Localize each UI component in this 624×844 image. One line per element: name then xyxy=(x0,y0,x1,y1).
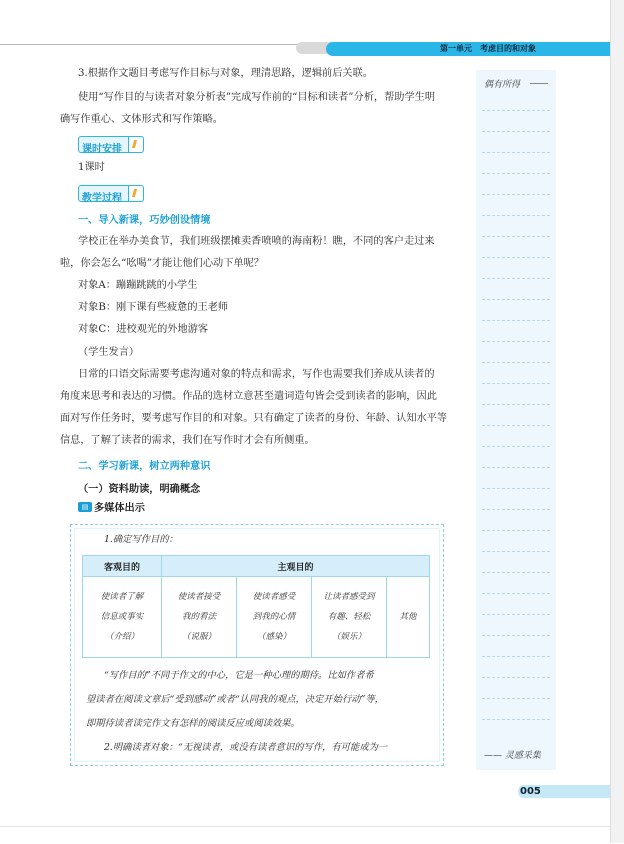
page-edge xyxy=(610,0,624,843)
pencil-icon xyxy=(128,186,143,201)
sidebar-rule xyxy=(482,467,550,468)
sidebar-rule xyxy=(482,488,550,489)
heading-sub: （一）资料助读，明确概念 xyxy=(78,484,201,495)
sidebar-rule xyxy=(482,257,550,258)
sidebar-rule xyxy=(482,719,550,720)
sidebar-rule xyxy=(482,110,550,111)
sidebar-rule xyxy=(482,320,550,321)
table-header-subjective: 主观目的 xyxy=(162,556,430,577)
schedule-tag-label: 课时安排 xyxy=(82,144,122,155)
sidebar-rule xyxy=(482,530,550,531)
box-para-line-3: 即期待读者读完作文有怎样的阅读反应或阅读效果。 xyxy=(86,718,300,729)
sidebar-title-rule xyxy=(530,83,548,84)
sidebar-rule xyxy=(482,698,550,699)
book-icon: ▤ xyxy=(78,502,92,512)
sidebar-rule xyxy=(482,341,550,342)
table-cell: 让读者感受到 有趣、轻松 （娱乐） xyxy=(312,577,387,658)
media-label: 多媒体出示 xyxy=(94,503,145,514)
pencil-icon xyxy=(128,137,143,152)
para-line-2: 角度来思考和表达的习惯。作品的选材立意甚至遣词造句皆会受到读者的影响，因此 xyxy=(60,391,437,402)
paragraph-usage-2: 确写作重心、文体形式和写作策略。 xyxy=(60,114,223,125)
sidebar-rule xyxy=(482,152,550,153)
box-para-line-4: 2.明确读者对象：“无视读者，或没有读者意识的写作，有可能成为一 xyxy=(104,742,388,753)
sidebar-rule xyxy=(482,299,550,300)
page-number: 005 xyxy=(520,786,541,797)
paragraph-usage-1: 使用“写作目的与读者对象分析表”完成写作前的“目标和读者”分析，帮助学生明 xyxy=(78,92,436,103)
process-tag-label: 教学过程 xyxy=(82,193,122,204)
section-title: 第一单元 考虑目的和对象 xyxy=(440,44,536,53)
object-a: 对象A：蹦蹦跳跳的小学生 xyxy=(78,280,198,291)
schedule-tag xyxy=(78,136,144,153)
sidebar-rule xyxy=(482,551,550,552)
para-line-4: 信息，了解了读者的需求，我们在写作时才会有所侧重。 xyxy=(60,435,315,446)
student-speak: （学生发言） xyxy=(78,347,140,358)
notes-sidebar xyxy=(476,70,556,770)
sidebar-rule xyxy=(482,236,550,237)
sidebar-rule xyxy=(482,215,550,216)
sidebar-rule xyxy=(482,614,550,615)
table-cell: 使读者感受 到我的心情 （感染） xyxy=(237,577,312,658)
box-para-line-1: “写作目的”不同于作文的中心，它是一种心理的期待。比如作者希 xyxy=(104,670,374,681)
sidebar-rule xyxy=(482,383,550,384)
sidebar-title: 偶有所得 xyxy=(484,80,521,90)
intro-line-2: 啦，你会怎么“吆喝”才能让他们心动下单呢？ xyxy=(60,258,264,269)
sidebar-rule xyxy=(482,404,550,405)
sidebar-rule xyxy=(482,656,550,657)
sidebar-rule xyxy=(482,593,550,594)
sidebar-rule xyxy=(482,362,550,363)
para-line-3: 面对写作任务时，要考虑写作目的和对象。只有确定了读者的身份、年龄、认知水平等 xyxy=(60,413,448,424)
sidebar-rule xyxy=(482,131,550,132)
sidebar-footer: —— 灵感采集 xyxy=(484,751,541,761)
sidebar-rule xyxy=(482,677,550,678)
sidebar-rule xyxy=(482,572,550,573)
table-cell: 使读者接受 我的看法 （说服） xyxy=(162,577,237,658)
objective-3: 3.根据作文题目考虑写作目标与对象，理清思路，逻辑前后关联。 xyxy=(78,68,373,79)
table-header-objective: 客观目的 xyxy=(83,556,162,577)
object-b: 对象B：刚下课有些疲惫的王老师 xyxy=(78,302,229,313)
object-c: 对象C：进校观光的外地游客 xyxy=(78,324,209,335)
sidebar-rule xyxy=(482,425,550,426)
intro-line-1: 学校正在举办美食节，我们班级摆摊卖香喷喷的海南粉！瞧，不同的客户走过来 xyxy=(78,236,435,247)
sidebar-rule xyxy=(482,635,550,636)
sidebar-rule xyxy=(482,173,550,174)
table-cell: 其他 xyxy=(387,577,430,658)
heading-intro: 一、导入新课，巧妙创设情境 xyxy=(78,215,211,226)
box-title: 1.确定写作目的： xyxy=(104,534,178,545)
sidebar-rule xyxy=(482,446,550,447)
heading-new-lesson: 二、学习新课，树立两种意识 xyxy=(78,461,211,472)
sidebar-rule xyxy=(482,509,550,510)
purpose-table xyxy=(82,555,430,658)
para-line-1: 日常的口语交际需要考虑沟通对象的特点和需求，写作也需要我们养成从读者的 xyxy=(78,369,435,380)
table-cell: 使读者了解 信息或事实 （介绍） xyxy=(83,577,162,658)
viewer-bottom-bar xyxy=(0,826,610,844)
sidebar-rule xyxy=(482,194,550,195)
header-rule xyxy=(0,44,300,45)
process-tag xyxy=(78,185,144,202)
box-para-line-2: 望读者在阅读文章后“受到感动”或者“认同我的观点，决定开始行动”等， xyxy=(86,694,384,705)
schedule-text: 1课时 xyxy=(78,162,105,173)
sidebar-rule xyxy=(482,278,550,279)
